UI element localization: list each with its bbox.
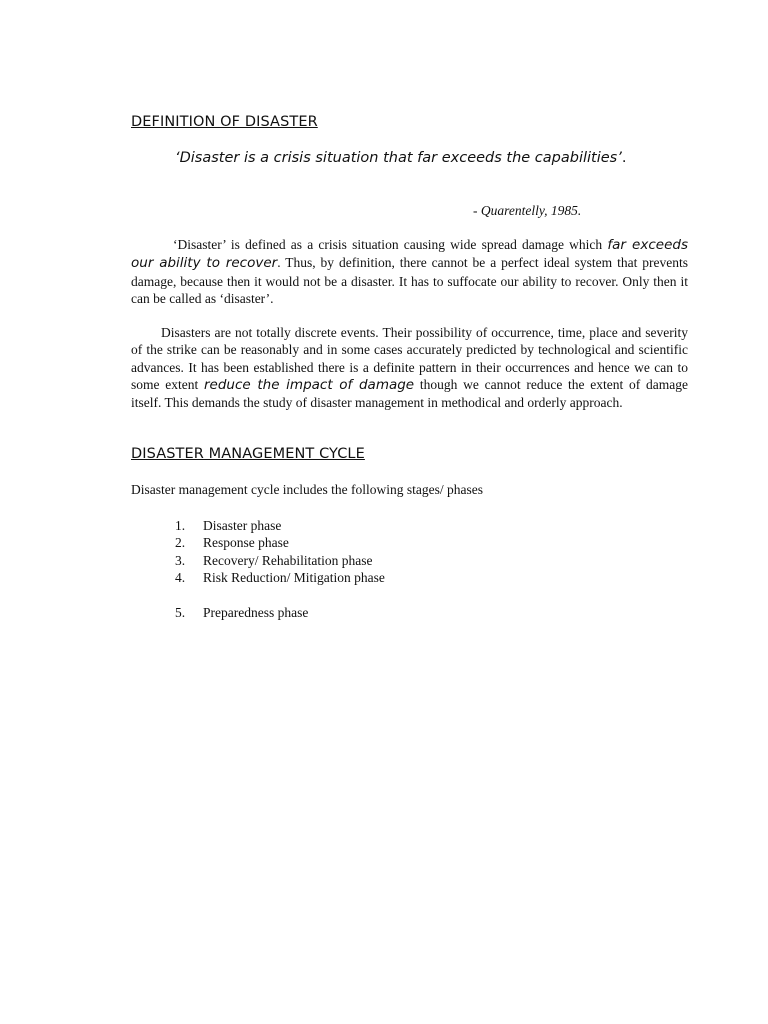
list-item-label: Preparedness phase	[203, 605, 309, 621]
definition-quote	[131, 149, 688, 167]
discrete-events-paragraph	[131, 324, 688, 411]
quote-attribution: - Quarentelly, 1985.	[473, 203, 582, 218]
list-item	[175, 534, 575, 551]
phase-list	[175, 517, 575, 621]
management-cycle-heading: DISASTER MANAGEMENT CYCLE	[131, 446, 365, 462]
paragraph-emphasis: far exceeds our ability to recover	[131, 237, 688, 272]
quote-text: ‘Disaster is a crisis situation that far exceeds the capabilities’	[175, 150, 622, 166]
management-cycle-intro: Disaster management cycle includes the following stages/ phases	[131, 482, 484, 497]
list-item-number: 3.	[175, 552, 186, 568]
list-item-number: 4.	[175, 569, 186, 585]
paragraph-text: Disasters are not totally discrete events. Their possibility of occurrence, time, place and severity of the strike can be reasonably and in some cases accurately predicted by technological and scientific advances. It has been established there is a definite pattern in their occurrences and hence we can to some extent	[131, 325, 688, 392]
list-item	[175, 517, 575, 534]
definition-paragraph	[131, 236, 688, 307]
paragraph-text: ‘Disaster’ is defined as a crisis situation causing wide spread damage which	[173, 237, 608, 252]
list-item-label: Disaster phase	[203, 518, 282, 533]
list-item-number: 2.	[175, 535, 186, 551]
paragraph-text: . Thus, by definition, there cannot be a perfect ideal system that prevents damage, because then it would not be a disaster. It has to suffocate our ability to recover. Only then it can be called as ‘disaster’.	[131, 255, 688, 306]
definition-heading: DEFINITION OF DISASTER	[131, 114, 318, 130]
list-item-label: Risk Reduction/ Mitigation phase	[203, 569, 385, 585]
list-item	[175, 569, 575, 586]
list-item	[175, 604, 575, 621]
list-item-label: Response phase	[203, 535, 289, 551]
list-item-number: 1.	[175, 518, 186, 533]
list-item-number: 5.	[175, 605, 186, 621]
quote-end: .	[621, 150, 627, 166]
list-item	[175, 552, 575, 569]
paragraph-text: though we cannot reduce the extent of damage itself. This demands the study of disaster management in methodical and orderly approach.	[131, 376, 688, 411]
paragraph-emphasis: reduce the impact of damage	[203, 376, 415, 393]
list-item-label: Recovery/ Rehabilitation phase	[203, 552, 373, 568]
